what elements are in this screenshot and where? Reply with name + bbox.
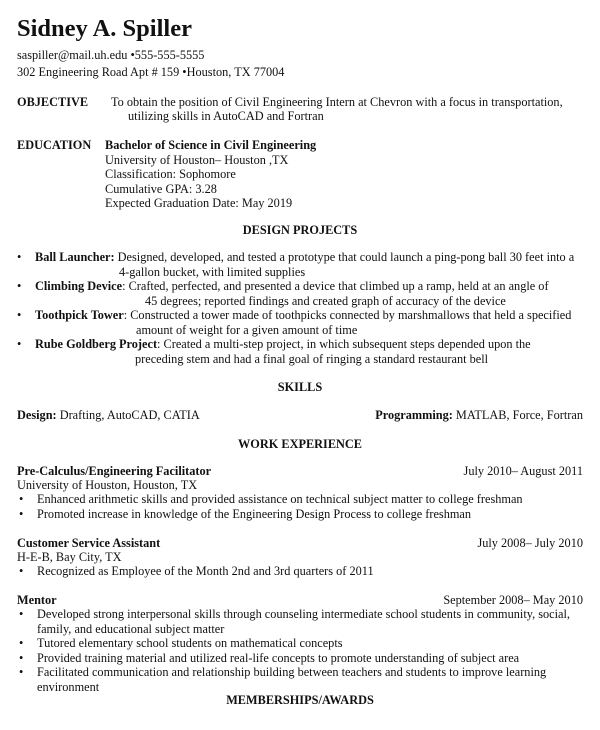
objective-line-2: utilizing skills in AutoCAD and Fortran	[128, 109, 324, 123]
gpa-text: Cumulative GPA: 3.28	[105, 181, 217, 196]
city-text: Houston, TX 77004	[186, 65, 285, 79]
list-item: • Enhanced arithmetic skills and provided assistance on technical subject matter to college freshman	[17, 492, 583, 507]
projects-list	[15, 250, 585, 366]
list-item: • Tutored elementary school students on mathematical concepts	[17, 636, 583, 651]
job-bullets	[17, 492, 583, 521]
job-title: Customer Service Assistant	[17, 536, 161, 550]
classification-text: Classification: Sophomore	[105, 167, 236, 181]
contact-line-1	[17, 48, 204, 63]
phone-text: 555-555-5555	[134, 48, 205, 62]
job-dates: July 2010– August 2011	[463, 464, 583, 478]
programming-skills	[375, 408, 583, 423]
programming-skills-value: MATLAB, Force, Fortran	[452, 408, 583, 422]
education-label: EDUCATION	[17, 138, 92, 152]
education-block	[105, 138, 316, 211]
design-skills	[17, 408, 200, 423]
project-text-cont: preceding stem and had a final goal of ringing a standard restaurant bell	[135, 351, 489, 366]
project-text: : Constructed a tower made of toothpicks connected by marshmallows that held a specified	[123, 308, 572, 322]
project-title: Ball Launcher:	[35, 250, 115, 264]
job-title: Mentor	[17, 593, 57, 607]
project-title: Rube Goldberg Project	[35, 337, 158, 351]
list-item: • Promoted increase in knowledge of the Engineering Design Process to college freshman	[17, 507, 583, 522]
address-text: 302 Engineering Road Apt # 159	[17, 65, 180, 79]
list-item: • Provided training material and utilized real-life concepts to promote understanding of subject area	[17, 651, 583, 666]
job-bullets	[17, 564, 583, 579]
objective-label: OBJECTIVE	[17, 95, 89, 109]
list-item	[15, 279, 585, 308]
project-text: : Created a multi-step project, in which subsequent steps depended upon the	[157, 337, 531, 351]
school-text: University of Houston– Houston ,TX	[105, 152, 289, 167]
degree-text: Bachelor of Science in Civil Engineering	[105, 138, 317, 152]
contact-line-2	[17, 65, 284, 80]
graduation-text: Expected Graduation Date: May 2019	[105, 196, 293, 210]
job-dates: July 2008– July 2010	[477, 536, 583, 550]
memberships-heading: MEMBERSHIPS/AWARDS	[226, 693, 374, 707]
work-experience-heading: WORK EXPERIENCE	[237, 437, 362, 451]
project-text: : Crafted, perfected, and presented a device that climbed up a ramp, held at an angle of	[122, 279, 549, 293]
job-dates: September 2008– May 2010	[443, 593, 583, 607]
list-item	[15, 308, 585, 337]
job-place: H-E-B, Bay City, TX	[17, 550, 122, 564]
objective-line-1: To obtain the position of Civil Engineering Intern at Chevron with a focus in transportation,	[111, 95, 563, 109]
project-text-cont: 45 degrees; reported findings and created graph of accuracy of the device	[145, 293, 506, 308]
list-item: • Recognized as Employee of the Month 2nd and 3rd quarters of 2011	[17, 564, 583, 579]
project-title: Toothpick Tower	[35, 308, 124, 322]
design-skills-value: Drafting, AutoCAD, CATIA	[56, 408, 200, 422]
list-item: • Facilitated communication and relationship building between teachers and students to improve learning environment	[17, 665, 583, 694]
programming-skills-label: Programming:	[375, 408, 453, 422]
design-projects-heading: DESIGN PROJECTS	[242, 223, 358, 237]
project-text-cont: amount of weight for a given amount of time	[136, 322, 358, 337]
design-skills-label: Design:	[17, 408, 57, 422]
project-title: Climbing Device	[35, 279, 123, 293]
list-item	[15, 250, 585, 279]
job-place: University of Houston, Houston, TX	[17, 478, 198, 492]
project-text: Designed, developed, and tested a prototype that could launch a ping-pong ball 30 feet into a	[114, 250, 575, 264]
list-item	[15, 337, 585, 366]
bullet-separator	[179, 65, 186, 79]
job-title: Pre-Calculus/Engineering Facilitator	[17, 464, 212, 478]
resume-name: Sidney A. Spiller	[17, 15, 192, 42]
bullet-separator	[127, 48, 134, 62]
list-item: • Developed strong interpersonal skills through counseling intermediate school students in community, social, family, and educational subject matter	[17, 607, 583, 636]
skills-heading: SKILLS	[277, 380, 323, 394]
job-bullets	[17, 607, 583, 694]
project-text-cont: 4-gallon bucket, with limited supplies	[119, 264, 306, 279]
email-text: saspiller@mail.uh.edu	[17, 48, 128, 62]
